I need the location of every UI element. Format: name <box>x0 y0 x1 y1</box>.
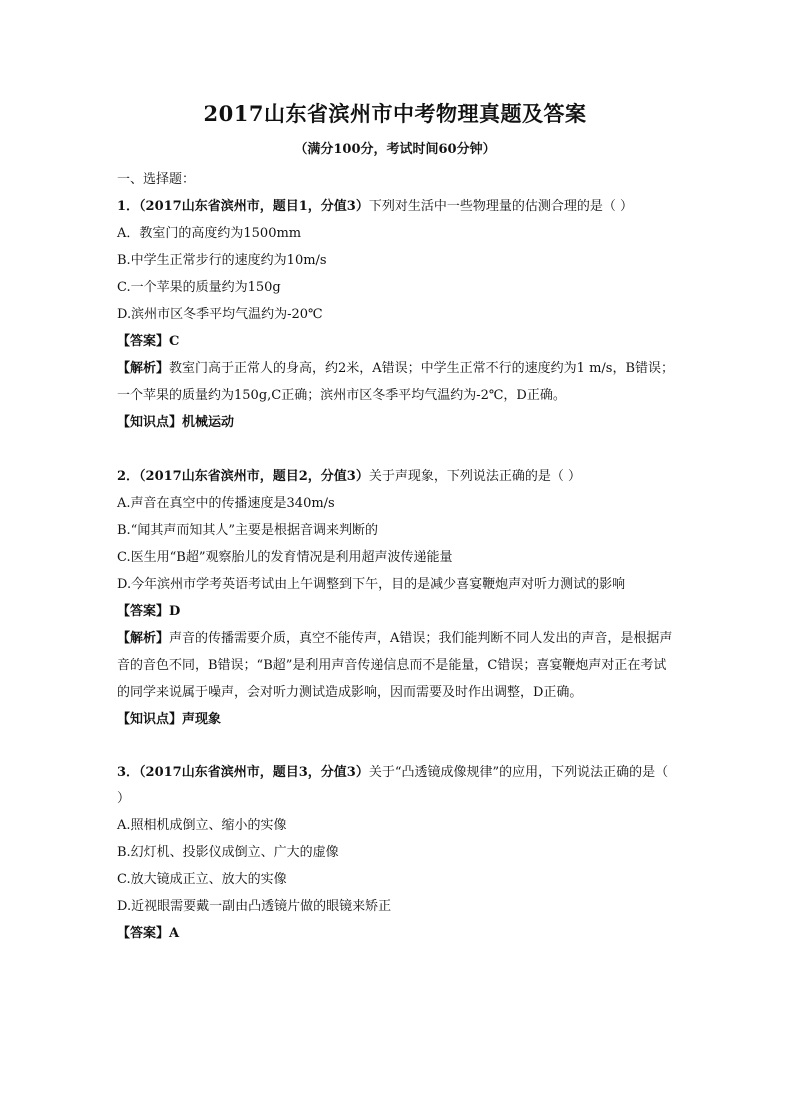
spacer <box>117 436 677 463</box>
spacer <box>117 733 677 760</box>
page-subtitle: （满分100分，考试时间60分钟） <box>294 142 496 157</box>
question-1-option-d: D.滨州市区冬季平均气温约为-20℃ <box>117 307 323 322</box>
question-3-option-d: D.近视眼需要戴一副由凸透镜片做的眼镜来矫正 <box>117 899 392 914</box>
question-2-option-b: B.“闻其声而知其人”主要是根据音调来判断的 <box>117 523 378 538</box>
question-3-option-c: C.放大镜成正立、放大的实像 <box>117 872 287 887</box>
question-1-analysis-label: 【解析】 <box>117 361 170 376</box>
question-3-text: 关于“凸透镜成像规律”的应用，下列说法正确的是（ ） <box>117 765 669 806</box>
question-1-option-a: A．教室门的高度约为1500mm <box>117 226 302 241</box>
question-3-answer: 【答案】A <box>117 926 180 941</box>
question-1-analysis <box>117 355 677 409</box>
question-3-stem <box>117 760 677 812</box>
question-2-analysis-text: 声音的传播需要介质，真空不能传声，A错误；我们能判断不同人发出的声音，是根据声音的音色不同，B错误；“B超”是利用声音传递信息而不是能量，C错误；喜宴鞭炮声对正在考试的同学来说属于噪声，会对听力测试造成影响，因而需要及时作出调整，D正确。 <box>117 631 673 700</box>
question-1-option-c: C.一个苹果的质量约为150g <box>117 280 281 295</box>
question-1-stem <box>117 193 677 220</box>
question-2-stem <box>117 463 677 490</box>
question-3-option-b: B.幻灯机、投影仪成倒立、广大的虚像 <box>117 845 339 860</box>
question-3-option-a: A.照相机成倒立、缩小的实像 <box>117 818 287 833</box>
question-1-answer: 【答案】C <box>117 334 180 349</box>
question-2-option-c: C.医生用“B超”观察胎儿的发育情况是利用超声波传递能量 <box>117 550 453 565</box>
question-2-answer: 【答案】D <box>117 604 181 619</box>
question-2-analysis-label: 【解析】 <box>117 631 170 646</box>
question-1-knowledge: 【知识点】机械运动 <box>117 415 235 430</box>
page-title: 2017山东省滨州市中考物理真题及答案 <box>203 101 587 126</box>
question-1-text: 下列对生活中一些物理量的估测合理的是（ ） <box>368 199 633 214</box>
question-2-analysis <box>117 625 677 706</box>
question-2-option-a: A.声音在真空中的传播速度是340m/s <box>117 496 335 511</box>
question-1-analysis-text: 教室门高于正常人的身高，约2米，A错误；中学生正常不行的速度约为1 m/s，B错误；一个苹果的质量约为150g,C正确；滨州市区冬季平均气温约为-2℃，D正确。 <box>117 361 675 403</box>
question-2-tag: 2．（2017山东省滨州市，题目2，分值3） <box>117 469 369 484</box>
question-2-text: 关于声现象，下列说法正确的是（ ） <box>368 469 581 484</box>
question-2-option-d: D.今年滨州市学考英语考试由上午调整到下午，目的是减少喜宴鞭炮声对听力测试的影响 <box>117 577 626 592</box>
question-1-option-b: B.中学生正常步行的速度约为10m/s <box>117 253 327 268</box>
question-3-tag: 3．（2017山东省滨州市，题目3，分值3） <box>117 765 369 780</box>
section-heading: 一、选择题： <box>117 172 196 187</box>
question-1-tag: 1．（2017山东省滨州市，题目1，分值3） <box>117 199 369 214</box>
document-body <box>117 166 677 947</box>
question-2-knowledge: 【知识点】声现象 <box>117 712 222 727</box>
